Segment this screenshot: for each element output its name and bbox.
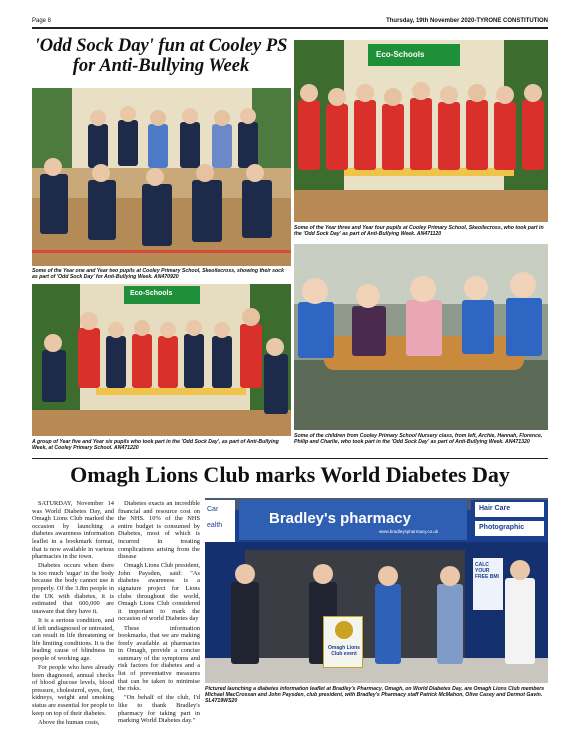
side-signs: Hair Care Photographic [471, 500, 548, 540]
shop-sign: Bradley's pharmacy www.bradleyspharmacy.co.uk [239, 500, 467, 540]
story2-paragraph: Omagh Lions Club president, John Paysden, said: "As diabetes awareness is a signature project for Lions clubs throughout the world, Omagh Lions Club considered it important to mark the occasion of world Diabetes day [118, 562, 200, 623]
section-rule [32, 458, 548, 459]
story1-headline: 'Odd Sock Day' fun at Cooley PS for Anti-Bullying Week [34, 36, 288, 76]
shop-sign-left: Car ealth [205, 500, 235, 542]
photo-year-five-six [32, 284, 291, 436]
story2-paragraph: For people who have already been diagnosed, annual checks of blood glucose levels, blood pressure, cholesterol, eyes, feet, kidneys, weight and smoking status are essential for people to keep on top of their diabetes. [32, 663, 114, 717]
photo-nursery-class [294, 244, 548, 430]
pharmacy-photo-caption: Pictured launching a diabetes information leaflet at Bradley's Pharmacy, Omagh, on World Diabetes Day, are Omagh Lions Club members Michael MacCrossan and John Paysden, club president, with Bradley's Pharmacy staff Patrick McMahon, Olive Casey and Dermot Gavin. SL4719WS20 [205, 686, 545, 705]
header-rule [32, 27, 548, 29]
photo2-caption: Some of the Year three and Year four pupils at Cooley Primary School, Skeoilecross, who took part in the 'Odd Sock Day' as part of Anti-Bullying Week. AN471120 [294, 225, 544, 238]
story2-paragraph: It is a serious condition, and if left undiagnosed or untreated, can result in life threatening or life limiting conditions. It is the leading cause of blindness in people of working age. [32, 616, 114, 662]
story2-column-2 [118, 500, 200, 726]
page-number: Page 8 [32, 18, 52, 24]
bmi-window-poster: CALC YOUR FREE BMI [473, 558, 503, 610]
eco-schools-banner: Eco-Schools [368, 44, 460, 66]
story2-paragraph: SATURDAY, November 14 was World Diabetes Day, and Omagh Lions Club marked the occasion by launching a diabetes awareness information leaflet in a bookmark format, that is now available in various pharmacies in the town. [32, 500, 114, 561]
lions-club-poster: Omagh Lions Club event [323, 616, 363, 668]
story2-column-1 [32, 500, 114, 728]
paper-dateline: Thursday, 19th November 2020-TYRONE CONSTITUTION [386, 18, 548, 24]
photo3-caption: A group of Year five and Year six pupils who took part in the 'Odd Sock Day', as part of Anti-Bullying Week, at Cooley Primary School. AN471220 [32, 439, 279, 452]
story2-paragraph: Diabetes occurs when there is too much 'sugar' in the body because the body cannot use it properly. Of the 3.8m people in the UK with diabetes, it is estimated that 600,000 are unaware that they have it. [32, 562, 114, 615]
eco-schools-banner-2: Eco-Schools [124, 286, 200, 304]
photo1-caption: Some of the Year one and Year two pupils at Cooley Primary School, Skeoilecross, showing their sock as part of 'Odd Sock Day' for Anti-Bullying Week. AN470920 [32, 268, 284, 281]
story2-paragraph: "On behalf of the club, I'd like to thank Bradley's pharmacy for taking part in marking World Diabetes day." [118, 694, 200, 725]
photo-year-one-two [32, 88, 291, 266]
story2-paragraph: Diabetes exacts an incredible financial and resource cost on the NHS. 10% of the NHS entire budget is consumed by Diabetes, most of which is incurred in treating complications arising from the disease [118, 500, 200, 561]
photo-year-three-four [294, 40, 548, 222]
story2-headline: Omagh Lions Club marks World Diabetes Day [70, 462, 510, 487]
story2-paragraph: These information bookmarks, that we are making freely available at pharmacies in Omagh, provide a concise summary of the symptoms and risk factors for diabetes and a list of preventative measures that can be taken to minimise the risks. [118, 624, 200, 693]
photo4-caption: Some of the children from Cooley Primary School Nursery class, from left, Archie, Hannah, Florence, Philip and Charlie, who took part in the 'Odd Sock Day' as part of Anti-Bullying Week. AN471320 [294, 433, 543, 446]
story2-paragraph: Above the human costs, [38, 718, 100, 726]
photo-bradleys-pharmacy [205, 498, 548, 683]
